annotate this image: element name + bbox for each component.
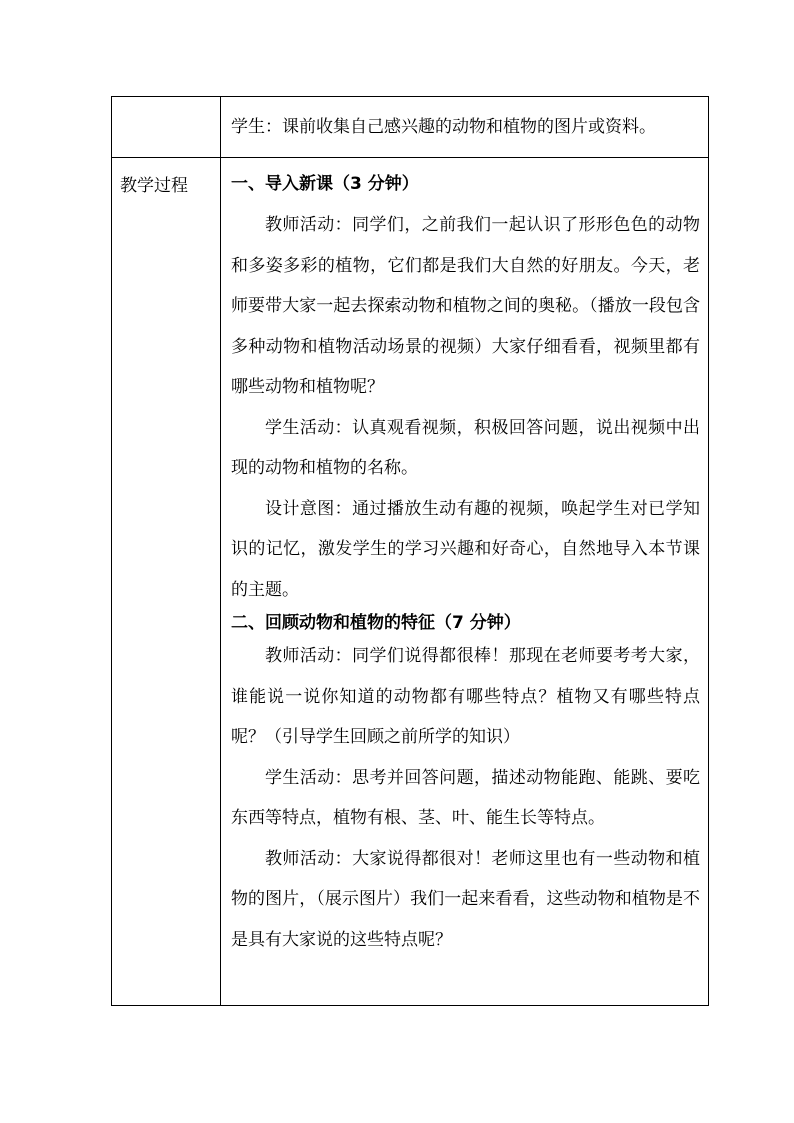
preparation-content-cell [221, 97, 709, 158]
preparation-label-cell [112, 97, 221, 158]
teaching-process-row [112, 158, 709, 1006]
section-1-design-intent: 设计意图：通过播放生动有趣的视频，唤起学生对已学知识的记忆，激发学生的学习兴趣和好奇心，自然地导入本节课的主题。 [231, 498, 700, 600]
preparation-label [112, 97, 220, 114]
section-2-heading: 二、回顾动物和植物的特征（7 分钟） [231, 613, 521, 633]
student-preparation-text: 学生：课前收集自己感兴趣的动物和植物的图片或资料。 [231, 117, 656, 137]
lesson-plan-table [111, 96, 709, 1006]
section-1-heading: 一、导入新课（3 分钟） [231, 174, 419, 194]
teaching-process-label: 教学过程 [120, 176, 188, 196]
process-label-cell [112, 158, 221, 1006]
section-2-teacher-activity-2: 教师活动：大家说得都很对！老师这里也有一些动物和植物的图片，（展示图片）我们一起来看看，这些动物和植物是不是具有大家说的这些特点呢？ [231, 848, 700, 950]
section-1-teacher-activity: 教师活动：同学们，之前我们一起认识了形形色色的动物和多姿多彩的植物，它们都是我们大自然的好朋友。今天，老师要带大家一起去探索动物和植物之间的奥秘。（播放一段包含多种动物和植物活动场景的视频）大家仔细看看，视频里都有哪些动物和植物呢？ [231, 215, 700, 397]
process-content-cell [221, 158, 709, 1006]
section-1-student-activity: 学生活动：认真观看视频，积极回答问题，说出视频中出现的动物和植物的名称。 [231, 417, 700, 478]
process-content [221, 158, 708, 960]
section-2-teacher-activity-1: 教师活动：同学们说得都很棒！那现在老师要考考大家，谁能说一说你知道的动物都有哪些特点？植物又有哪些特点呢？（引导学生回顾之前所学的知识） [231, 646, 700, 747]
preparation-row [112, 97, 709, 158]
section-2-student-activity: 学生活动：思考并回答问题，描述动物能跑、能跳、要吃东西等特点，植物有根、茎、叶、能生长等特点。 [231, 767, 700, 828]
